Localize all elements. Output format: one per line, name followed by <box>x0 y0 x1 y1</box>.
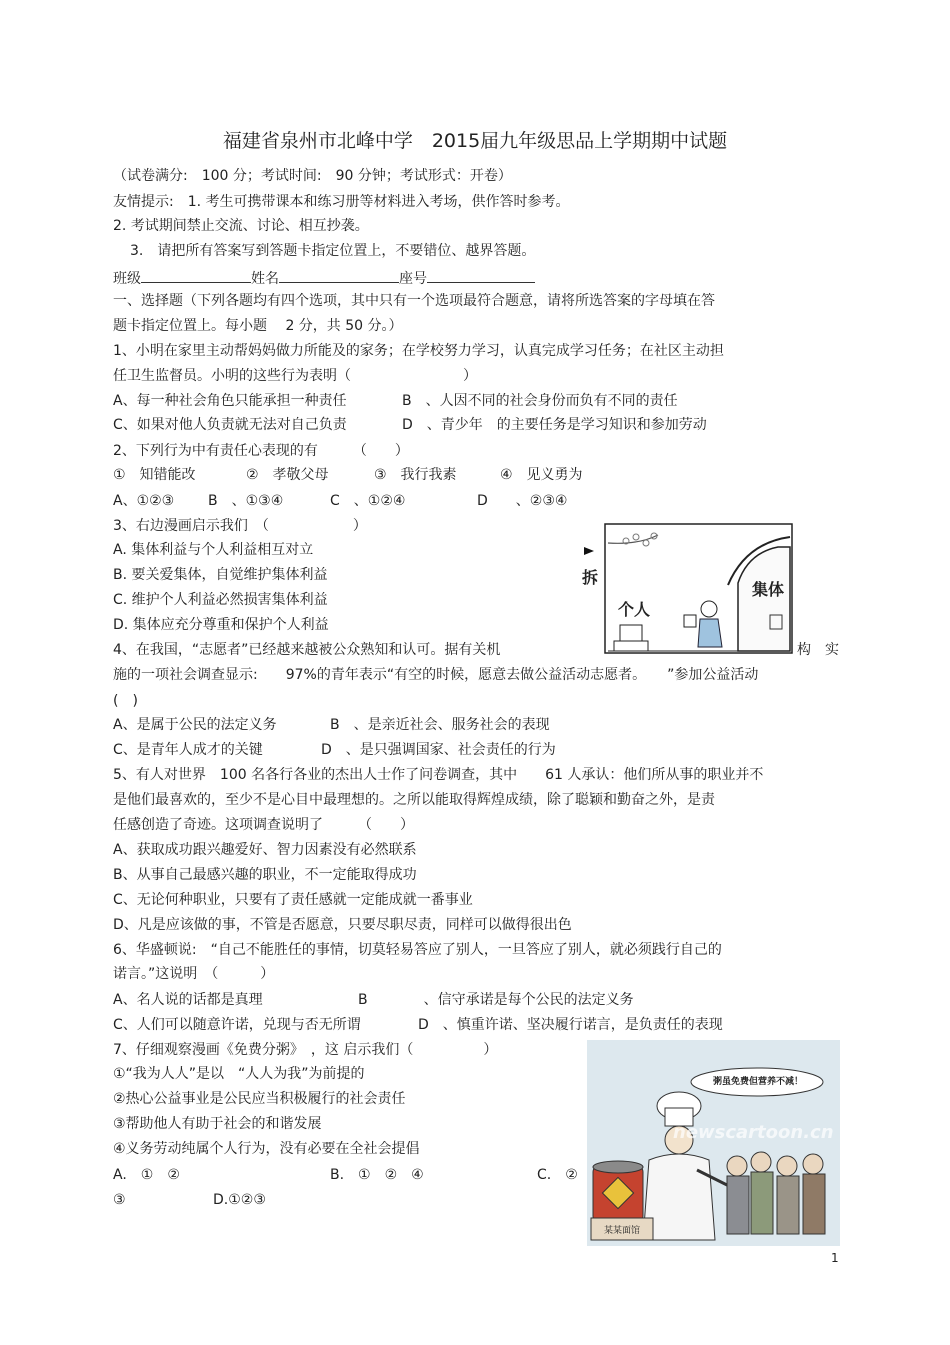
class-label: 班级 <box>113 271 141 287</box>
exam-title: 福建省泉州市北峰中学 2015届九年级思品上学期期中试题 <box>222 130 728 152</box>
q3-option-c: C. 维护个人利益必然损害集体利益 <box>113 592 328 608</box>
q2-item-3: ③ 我行我素 <box>374 467 457 483</box>
q1-stem-1: 1、小明在家里主动帮妈妈做力所能及的家务；在学校努力学习，认真完成学习任务；在社区主动担 <box>113 343 724 359</box>
q4-stem-1: 4、在我国，“志愿者”已经越来越被公众熟知和认可。据有关机 <box>113 642 501 658</box>
free-porridge-cartoon-illustration <box>587 1040 840 1246</box>
tip-2: 2. 考试期间禁止交流、讨论、相互抄袭。 <box>113 218 369 234</box>
q2-stem: 2、下列行为中有责任心表现的有 （ ） <box>113 443 409 459</box>
q4-option-a: A、是属于公民的法定义务 <box>113 717 277 733</box>
q1-option-a: A、每一种社会角色只能承担一种责任 <box>113 393 347 409</box>
q7-item-1: ①“我为人人”是以 “人人为我”为前提的 <box>113 1066 365 1082</box>
q2-option-d: D 、②③④ <box>477 493 568 509</box>
page-number: 1 <box>831 1251 839 1265</box>
tip-3: 3. 请把所有答案写到答题卡指定位置上，不要错位、越界答题。 <box>130 243 536 259</box>
q3-stem: 3、右边漫画启示我们 （ ） <box>113 518 367 534</box>
q6-option-c: C、人们可以随意许诺，兑现与否无所谓 <box>113 1017 361 1033</box>
seat-blank[interactable] <box>427 267 535 283</box>
cartoon-demolish-label: 拆 <box>582 568 599 587</box>
q5-stem-3: 任感创造了奇迹。这项调查说明了 （ ） <box>113 817 414 833</box>
q7-option-a: A. ① ② <box>113 1167 180 1183</box>
q5-option-c: C、无论何种职业，只要有了责任感就一定能成就一番事业 <box>113 892 473 908</box>
q6-option-b: B 、信守承诺是每个公民的法定义务 <box>358 992 634 1008</box>
q1-option-b: B 、人因不同的社会身份而负有不同的责任 <box>402 393 678 409</box>
q2-option-b: B 、①③④ <box>208 493 284 509</box>
q7-item-4: ④义务劳动纯属个人行为，没有必要在全社会提倡 <box>113 1141 420 1157</box>
q2-item-4: ④ 见义勇为 <box>500 467 583 483</box>
q5-option-d: D、凡是应该做的事，不管是否愿意，只要尽职尽责，同样可以做得很出色 <box>113 917 572 933</box>
q7-option-c-cont: ③ <box>113 1192 126 1208</box>
q6-option-d: D 、慎重许诺、坚决履行诺言，是负责任的表现 <box>418 1017 723 1033</box>
student-info-row <box>113 267 535 289</box>
q7-option-c: C. ② <box>537 1167 578 1183</box>
cartoon-speech-bubble: 粥虽免费但营养不减！ <box>712 1077 803 1087</box>
name-label: 姓名 <box>251 271 279 287</box>
q2-option-a: A、①②③ <box>113 493 175 509</box>
exam-info: （试卷满分: 100 分；考试时间: 90 分钟；考试形式：开卷） <box>113 168 512 184</box>
q4-option-b: B 、是亲近社会、服务社会的表现 <box>330 717 550 733</box>
q5-stem-1: 5、有人对世界 100 名各行各业的杰出人士作了问卷调查，其中 61 人承认：他们所从事的职业并不 <box>113 767 764 783</box>
section-heading-2: 题卡指定位置上。每小题 2 分，共 50 分。） <box>113 318 403 334</box>
q7-cartoon <box>587 1040 840 1246</box>
q4-stem-2: 施的一项社会调查显示: 97%的青年表示“有空的时候，愿意去做公益活动志愿者。 ”参加公益活动 <box>113 667 759 683</box>
q6-stem-1: 6、华盛顿说: “自己不能胜任的事情，切莫轻易答应了别人，一旦答应了别人，就必须践行自己的 <box>113 942 722 958</box>
q1-option-d: D 、青少年 的主要任务是学习知识和参加劳动 <box>402 417 707 433</box>
q2-option-c: C 、①②④ <box>330 493 406 509</box>
q3-cartoon <box>578 523 794 655</box>
q3-option-d: D. 集体应充分尊重和保护个人利益 <box>113 617 329 633</box>
q7-option-b: B. ① ② ④ <box>330 1167 424 1183</box>
cartoon-collective-label: 集体 <box>752 580 785 599</box>
q1-option-c: C、如果对他人负责就无法对自己负责 <box>113 417 347 433</box>
section-heading-1: 一、选择题（下列各题均有四个选项，其中只有一个选项最符合题意，请将所选答案的字母填在答 <box>113 293 715 309</box>
q7-stem: 7、仔细观察漫画《免费分粥》 ，这 启示我们（ ） <box>113 1042 498 1058</box>
q4-option-d: D 、是只强调国家、社会责任的行为 <box>321 742 556 758</box>
cartoon-shop-sign: 某某面馆 <box>603 1226 640 1236</box>
q5-stem-2: 是他们最喜欢的，至少不是心目中最理想的。之所以能取得辉煌成绩，除了聪颖和勤奋之外，是责 <box>113 792 715 808</box>
cartoon-watermark: newscartoon.cn <box>673 1122 834 1143</box>
q4-stem-tail: 构 实 <box>797 642 839 658</box>
q5-option-a: A、获取成功跟兴趣爱好、智力因素没有必然联系 <box>113 842 417 858</box>
q5-option-b: B、从事自己最感兴趣的职业，不一定能取得成功 <box>113 867 417 883</box>
class-blank[interactable] <box>141 267 251 283</box>
cartoon-personal-label: 个人 <box>618 600 651 619</box>
seat-label: 座号 <box>399 271 427 287</box>
name-blank[interactable] <box>279 267 399 283</box>
q3-option-a: A. 集体利益与个人利益相互对立 <box>113 542 314 558</box>
q4-option-c: C、是青年人成才的关键 <box>113 742 263 758</box>
q4-stem-3: ( ) <box>113 693 138 709</box>
tip-1: 友情提示: 1. 考生可携带课本和练习册等材料进入考场，供作答时参考。 <box>113 194 570 210</box>
q6-stem-2: 诺言。”这说明 （ ） <box>113 966 275 982</box>
q7-option-d: D.①②③ <box>213 1192 266 1208</box>
q2-item-1: ① 知错能改 <box>113 467 196 483</box>
q6-option-a: A、名人说的话都是真理 <box>113 992 263 1008</box>
q2-item-2: ② 孝敬父母 <box>246 467 329 483</box>
q1-stem-2: 任卫生监督员。小明的这些行为表明（ ） <box>113 368 477 384</box>
q7-item-3: ③帮助他人有助于社会的和谐发展 <box>113 1116 322 1132</box>
q3-option-b: B. 要关爱集体，自觉维护集体利益 <box>113 567 328 583</box>
q7-item-2: ②热心公益事业是公民应当积极履行的社会责任 <box>113 1091 406 1107</box>
